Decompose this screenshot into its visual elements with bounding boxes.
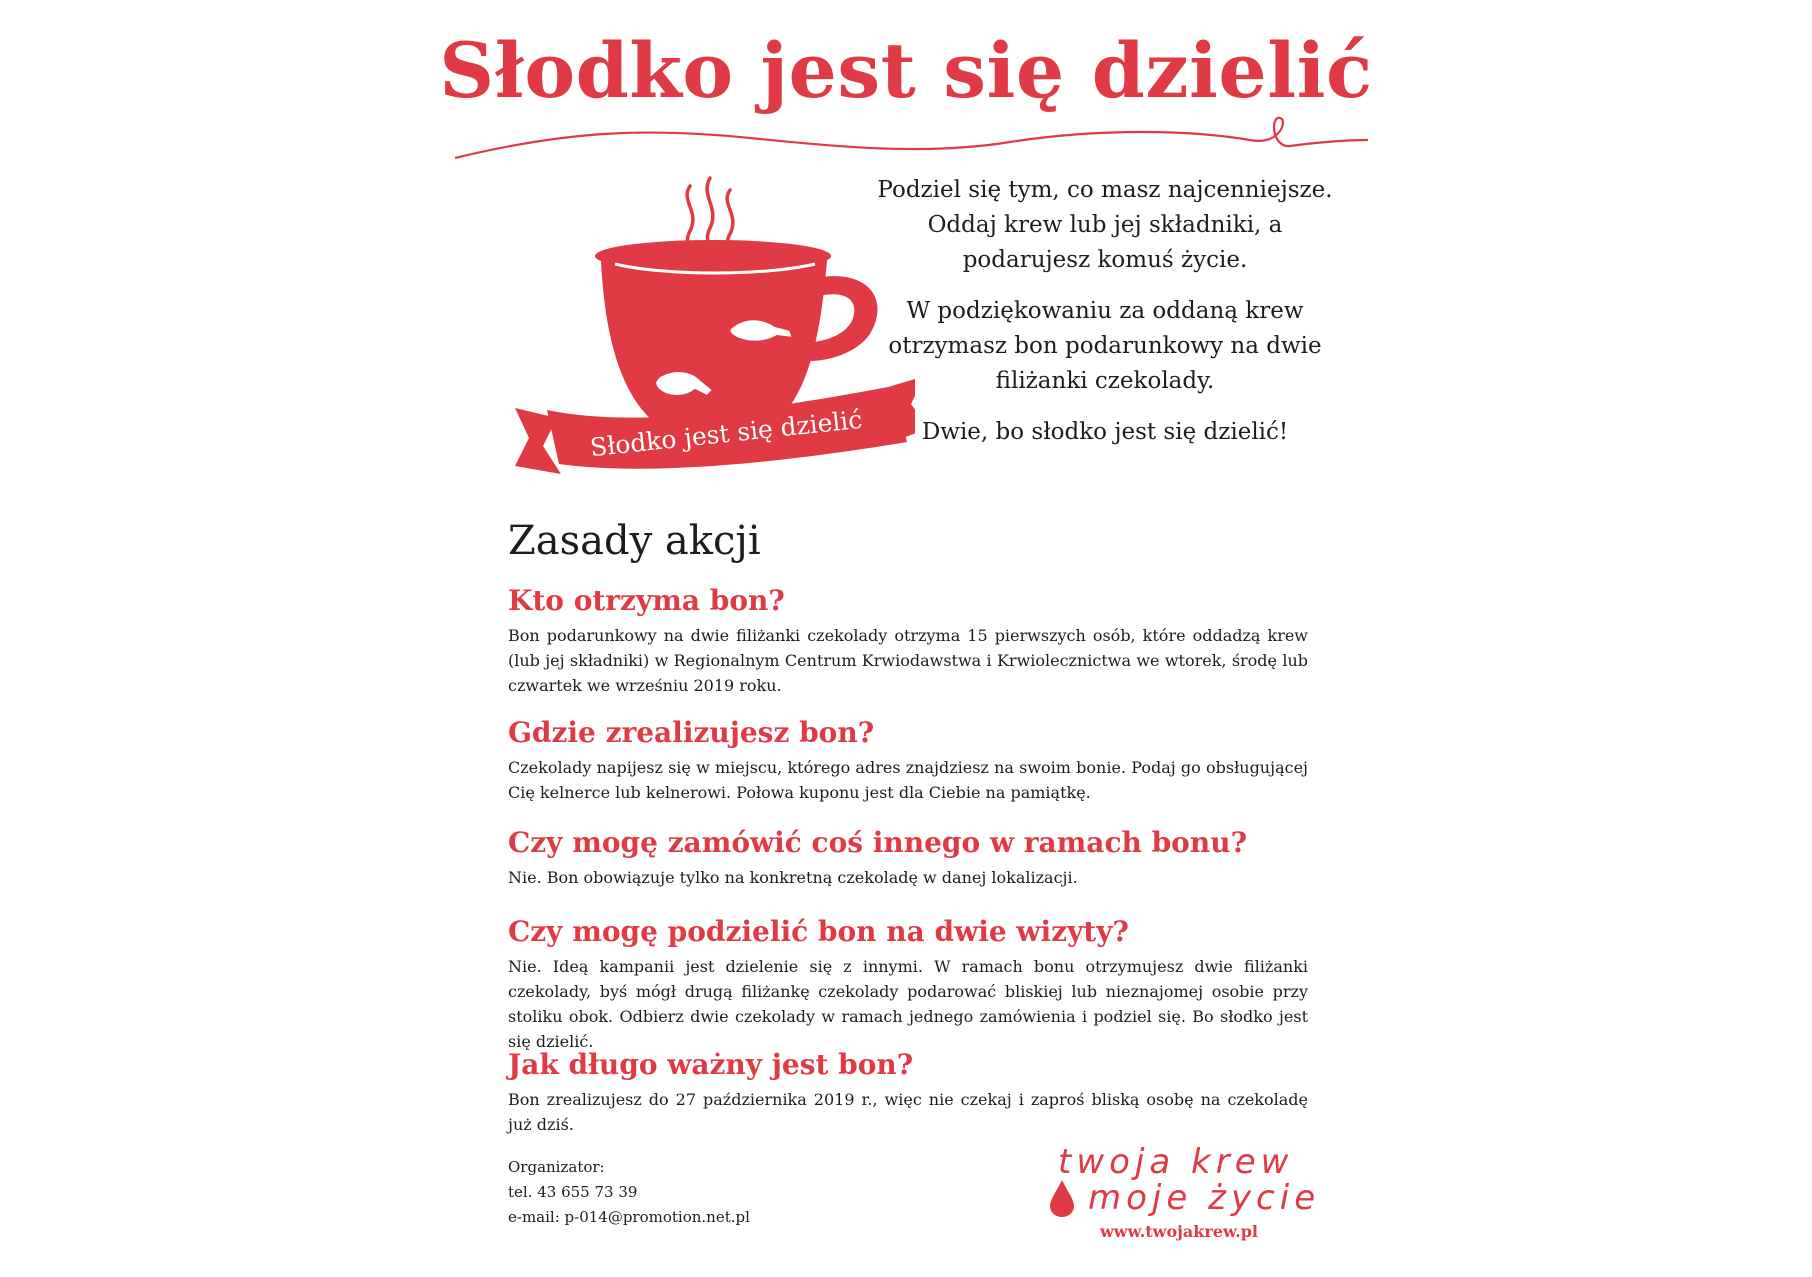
faq-answer: Bon podarunkowy na dwie filiżanki czekolady otrzyma 15 pierwszych osób, które oddadzą krew (lub jej składniki) w Regionalnym Centrum Krwiodawstwa i Krwiolecznictwa we wtorek, środę lub czwartek we wrześniu 2019 roku. [508, 626, 1308, 695]
faq-question: Jak długo ważny jest bon? [508, 1048, 914, 1081]
faq-answer: Bon zrealizujesz do 27 października 2019 r., więc nie czekaj i zaproś bliską osobę na czekoladę już dziś. [508, 1090, 1308, 1134]
intro-section [870, 173, 1340, 466]
blood-drop-icon [1048, 1178, 1076, 1218]
faq-question: Czy mogę zamówić coś innego w ramach bonu? [508, 826, 1247, 859]
intro-paragraph-3: Dwie, bo słodko jest się dzielić! [921, 419, 1289, 445]
faq-item [508, 716, 1308, 805]
cup-illustration [515, 176, 915, 496]
page-title: Słodko jest się dzielić [439, 26, 1373, 115]
faq-question: Gdzie zrealizujesz bon? [508, 716, 875, 749]
faq-item [508, 826, 1308, 890]
faq-item [508, 584, 1308, 698]
faq-item [508, 915, 1308, 1054]
organizer-phone[interactable]: tel. 43 655 73 39 [508, 1183, 638, 1201]
faq-item [508, 1048, 1308, 1137]
organizer-email[interactable]: e-mail: p-014@promotion.net.pl [508, 1208, 750, 1226]
organizer-contact [508, 1155, 750, 1230]
brand-logo-line-1: twoja krew [1058, 1142, 1294, 1182]
faq-answer: Nie. Ideą kampanii jest dzielenie się z innymi. W ramach bonu otrzymujesz dwie filiżanki czekolady, byś mógł drugą filiżankę czekolady podarować bliskiej lub nieznajomej osobie przy stoliku obok. Odbierz dwie czekolady w ramach jednego zamówienia i podziel się. Bo słodko jest się dzielić. [508, 957, 1308, 1051]
faq-question: Czy mogę podzielić bon na dwie wizyty? [508, 915, 1129, 948]
title-swash-decoration [450, 110, 1370, 170]
faq-question: Kto otrzyma bon? [508, 584, 785, 617]
intro-paragraph-2: W podziękowaniu za oddaną krew otrzymasz bon podarunkowy na dwie filiżanki czekolady. [888, 298, 1322, 394]
organizer-label: Organizator: [508, 1158, 605, 1176]
ribbon-text: Słodko jest się dzielić [588, 404, 864, 463]
brand-logo-line-2: moje życie [1088, 1178, 1321, 1218]
rules-heading: Zasady akcji [508, 518, 761, 564]
brand-url-link[interactable]: www.twojakrew.pl [1100, 1222, 1258, 1241]
faq-answer: Czekolady napijesz się w miejscu, którego adres znajdziesz na swoim bonie. Podaj go obsługującej Cię kelnerce lub kelnerowi. Połowa kuponu jest dla Ciebie na pamiątkę. [508, 758, 1308, 802]
faq-answer: Nie. Bon obowiązuje tylko na konkretną czekoladę w danej lokalizacji. [508, 868, 1078, 887]
intro-paragraph-1: Podziel się tym, co masz najcenniejsze. Oddaj krew lub jej składniki, a podarujesz komuś życie. [877, 177, 1333, 273]
